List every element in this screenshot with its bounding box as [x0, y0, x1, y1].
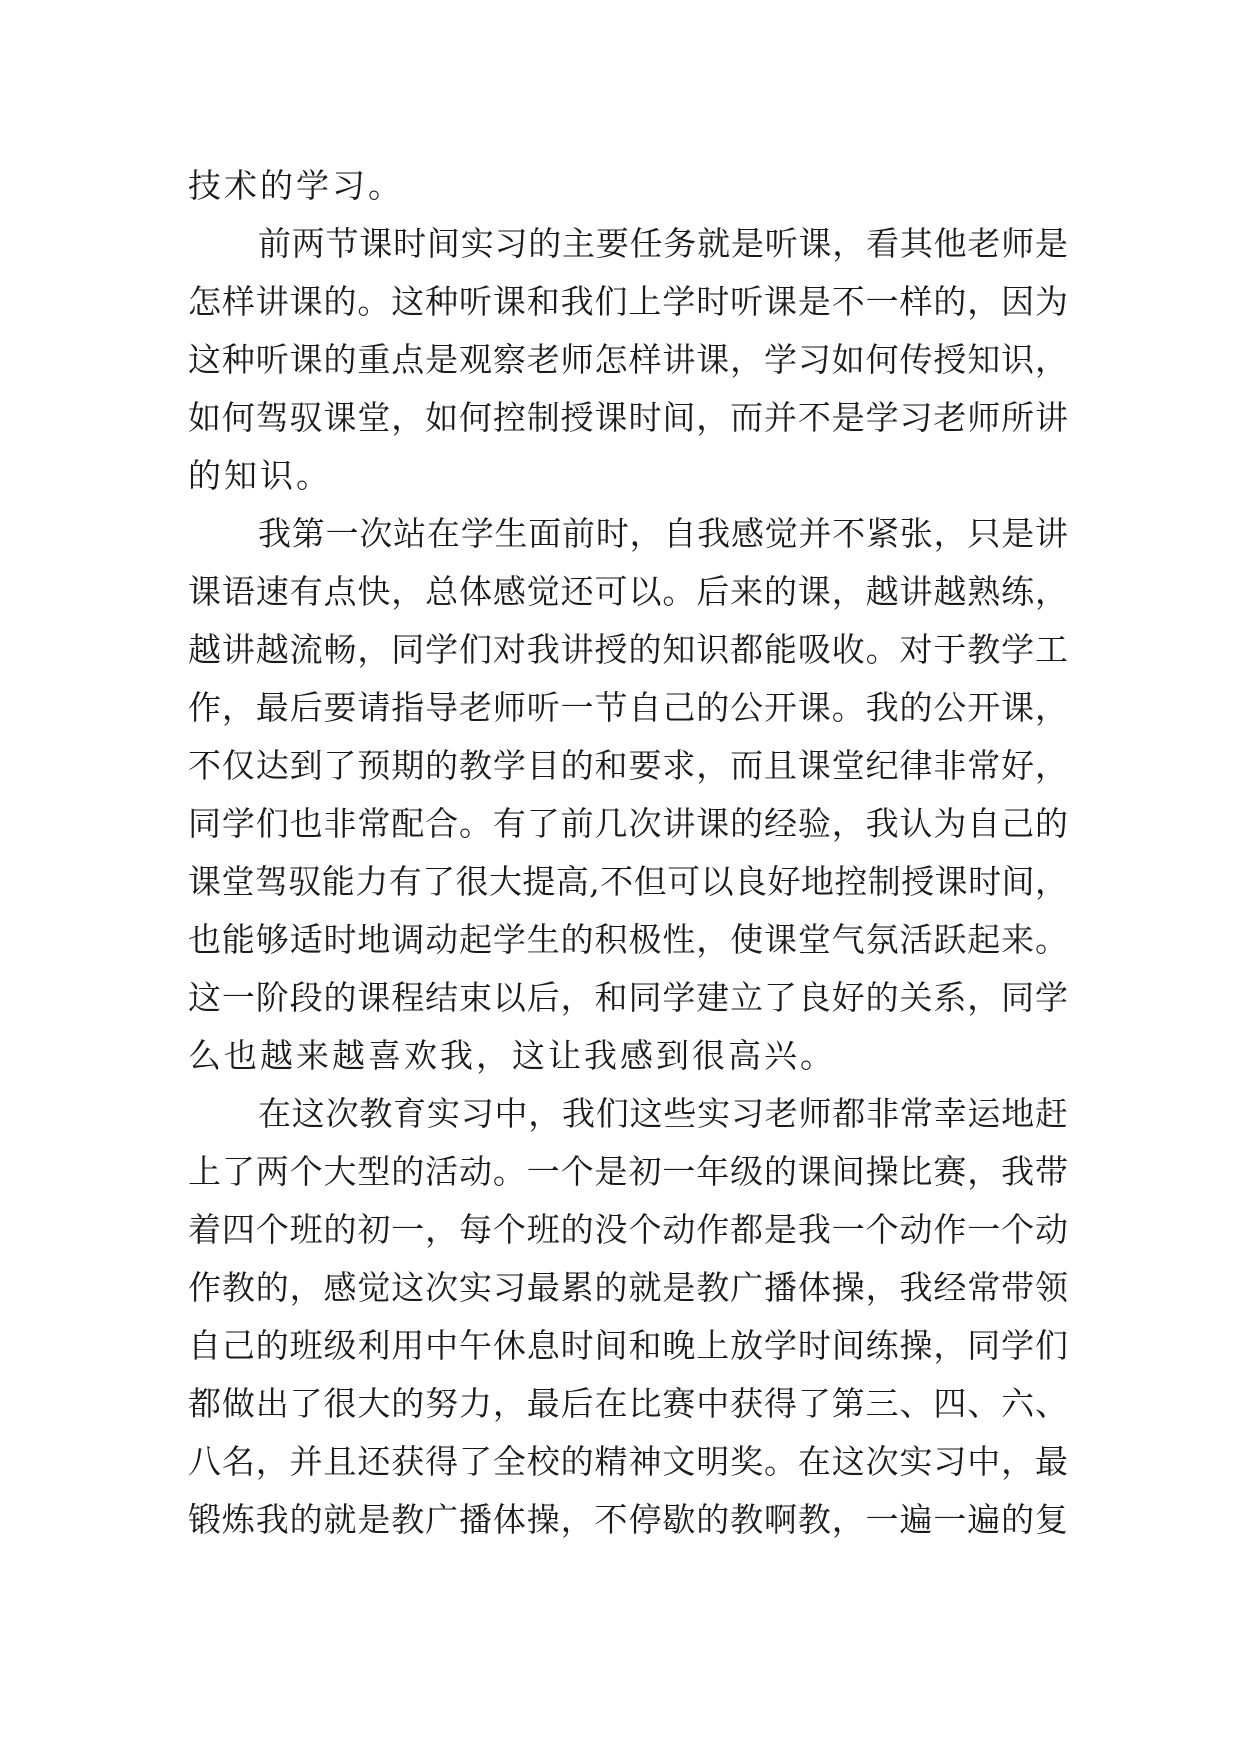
text-line: 课堂驾驭能力有了很大提高,不但可以良好地控制授课时间，	[188, 862, 1068, 901]
text-line: 作教的，感觉这次实习最累的就是教广播体操，我经常带领	[188, 1268, 1068, 1307]
text-line: 不仅达到了预期的教学目的和要求，而且课堂纪律非常好，	[188, 746, 1068, 785]
paragraph-start-line: 我第一次站在学生面前时，自我感觉并不紧张，只是讲	[258, 514, 1068, 553]
text-line: 技术的学习。	[188, 166, 404, 205]
body-text	[188, 157, 1068, 1549]
text-line: 的知识。	[188, 456, 332, 495]
text-line: 上了两个大型的活动。一个是初一年级的课间操比赛，我带	[188, 1152, 1068, 1191]
text-line: 作，最后要请指导老师听一节自己的公开课。我的公开课，	[188, 688, 1068, 727]
text-line: 怎样讲课的。这种听课和我们上学时听课是不一样的，因为	[188, 282, 1068, 321]
text-line: 课语速有点快，总体感觉还可以。后来的课，越讲越熟练，	[188, 572, 1068, 611]
text-line: 自己的班级利用中午休息时间和晚上放学时间练操，同学们	[188, 1326, 1068, 1365]
text-line: 锻炼我的就是教广播体操，不停歇的教啊教，一遍一遍的复	[188, 1500, 1068, 1539]
paragraph-start-line: 在这次教育实习中，我们这些实习老师都非常幸运地赶	[258, 1094, 1068, 1133]
text-line: 着四个班的初一，每个班的没个动作都是我一个动作一个动	[188, 1210, 1068, 1249]
text-line: 都做出了很大的努力，最后在比赛中获得了第三、四、六、	[188, 1384, 1068, 1423]
text-line: 如何驾驭课堂，如何控制授课时间，而并不是学习老师所讲	[188, 398, 1068, 437]
text-line: 么也越来越喜欢我，这让我感到很高兴。	[188, 1036, 836, 1075]
paragraph-start-line: 前两节课时间实习的主要任务就是听课，看其他老师是	[258, 224, 1068, 263]
text-line: 这种听课的重点是观察老师怎样讲课，学习如何传授知识，	[188, 340, 1068, 379]
text-line: 越讲越流畅，同学们对我讲授的知识都能吸收。对于教学工	[188, 630, 1068, 669]
text-line: 八名，并且还获得了全校的精神文明奖。在这次实习中，最	[188, 1442, 1068, 1481]
text-line: 这一阶段的课程结束以后，和同学建立了良好的关系，同学	[188, 978, 1068, 1017]
text-line: 同学们也非常配合。有了前几次讲课的经验，我认为自己的	[188, 804, 1068, 843]
text-line: 也能够适时地调动起学生的积极性，使课堂气氛活跃起来。	[188, 920, 1068, 959]
